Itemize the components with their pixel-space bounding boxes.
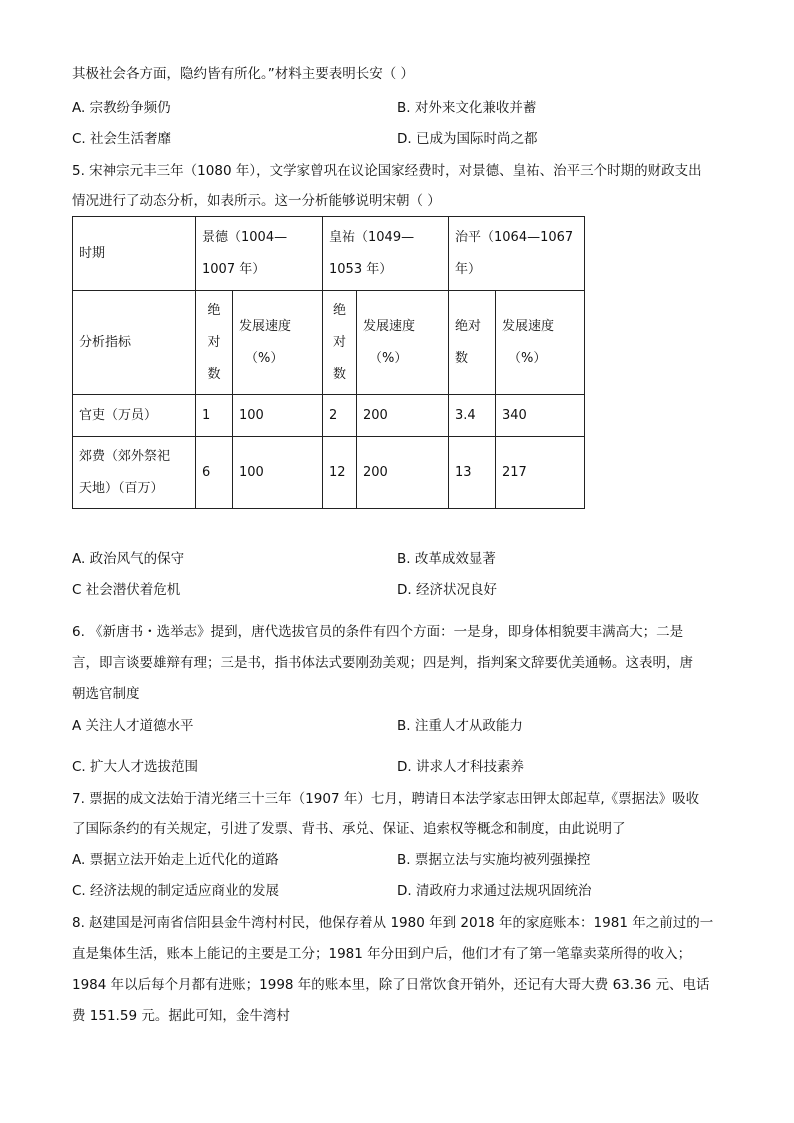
row-label-officials: 官吏（万员） bbox=[73, 395, 196, 437]
q5-option-d[interactable]: D. 经济状况良好 bbox=[397, 582, 497, 598]
speed-unit: （%） bbox=[508, 350, 547, 366]
q4-option-a[interactable]: A. 宗教纷争频仍 bbox=[72, 100, 171, 116]
q8-stem-line2: 直是集体生活，账本上能记的主要是工分；1981 年分田到户后，他们才有了第一笔靠卖菜所得的收入； bbox=[72, 946, 692, 962]
table-cell: 2 bbox=[323, 395, 357, 437]
row-label-line1: 郊费（郊外祭祀 bbox=[79, 448, 171, 464]
abs-label-char: 数 bbox=[207, 366, 221, 382]
table-row-sacrifice bbox=[73, 437, 585, 509]
q4-option-c[interactable]: C. 社会生活奢靡 bbox=[72, 131, 172, 147]
q7-option-b[interactable]: B. 票据立法与实施均被列强操控 bbox=[397, 852, 591, 868]
q5-option-a[interactable]: A. 政治风气的保守 bbox=[72, 551, 185, 567]
period-label-cell bbox=[73, 217, 196, 291]
indicator-label-cell bbox=[73, 291, 196, 395]
q5-expenditure-table bbox=[72, 216, 585, 509]
speed-label: 发展速度 bbox=[502, 318, 555, 334]
period-jingde-line1: 景德（1004— bbox=[202, 229, 288, 245]
table-row-officials bbox=[73, 395, 585, 437]
q5-stem-line2: 情况进行了动态分析，如表所示。这一分析能够说明宋朝（ ） bbox=[72, 193, 441, 209]
speed-label-cell-3 bbox=[496, 291, 585, 395]
abs-label-cell-2 bbox=[323, 291, 357, 395]
q4-option-b[interactable]: B. 对外来文化兼收并蓄 bbox=[397, 100, 537, 116]
table-cell: 1 bbox=[196, 395, 233, 437]
row-label-sacrifice bbox=[73, 437, 196, 509]
table-subheader-row bbox=[73, 291, 585, 395]
q5-option-c[interactable]: C 社会潜伏着危机 bbox=[72, 582, 181, 598]
abs-label-char: 数 bbox=[332, 366, 346, 382]
q6-option-d[interactable]: D. 讲求人才科技素养 bbox=[397, 759, 524, 775]
q7-option-c[interactable]: C. 经济法规的制定适应商业的发展 bbox=[72, 883, 280, 899]
table-cell: 6 bbox=[196, 437, 233, 509]
q8-stem-line4: 费 151.59 元。据此可知，金牛湾村 bbox=[72, 1008, 290, 1024]
table-cell: 340 bbox=[496, 395, 585, 437]
table-cell: 100 bbox=[233, 395, 323, 437]
period-huangyou-line2: 1053 年） bbox=[329, 261, 393, 277]
row-label-line2: 天地）（百万） bbox=[79, 480, 164, 496]
q6-option-b[interactable]: B. 注重人才从政能力 bbox=[397, 718, 523, 734]
speed-label: 发展速度 bbox=[363, 318, 416, 334]
q6-option-c[interactable]: C. 扩大人才选拔范围 bbox=[72, 759, 199, 775]
table-cell: 100 bbox=[233, 437, 323, 509]
speed-label: 发展速度 bbox=[239, 318, 292, 334]
table-cell: 3.4 bbox=[449, 395, 496, 437]
q6-option-a[interactable]: A 关注人才道德水平 bbox=[72, 718, 194, 734]
abs-label-char: 对 bbox=[332, 334, 346, 350]
q7-option-a[interactable]: A. 票据立法开始走上近代化的道路 bbox=[72, 852, 279, 868]
table-header-row bbox=[73, 217, 585, 291]
q7-option-d[interactable]: D. 清政府力求通过法规巩固统治 bbox=[397, 883, 592, 899]
period-jingde-line2: 1007 年） bbox=[202, 261, 266, 277]
indicator-label: 分析指标 bbox=[79, 334, 132, 350]
speed-unit: （%） bbox=[369, 350, 408, 366]
abs-label-char: 绝 bbox=[332, 302, 346, 318]
q4-option-d[interactable]: D. 已成为国际时尚之都 bbox=[397, 131, 538, 147]
table-cell: 13 bbox=[449, 437, 496, 509]
table-cell: 12 bbox=[323, 437, 357, 509]
period-huangyou-cell bbox=[323, 217, 449, 291]
abs-label-char: 对 bbox=[207, 334, 221, 350]
table-cell: 217 bbox=[496, 437, 585, 509]
abs-label-inline-2: 数 bbox=[455, 350, 469, 366]
speed-unit: （%） bbox=[245, 350, 284, 366]
q7-stem-line2: 了国际条约的有关规定，引进了发票、背书、承兑、保证、追索权等概念和制度，由此说明了 bbox=[72, 821, 626, 837]
q6-stem-line1: 6. 《新唐书・选举志》提到，唐代选拔官员的条件有四个方面：一是身，即身体相貌要丰满高大；二是 bbox=[72, 624, 684, 640]
table-cell: 200 bbox=[357, 437, 449, 509]
period-zhiping-cell bbox=[449, 217, 585, 291]
abs-label-cell-3 bbox=[449, 291, 496, 395]
q5-stem-line1: 5. 宋神宗元丰三年（1080 年），文学家曾巩在议论国家经费时，对景德、皇祐、治平三个时期的财政支出 bbox=[72, 163, 702, 179]
period-jingde-cell bbox=[196, 217, 323, 291]
abs-label-cell-1 bbox=[196, 291, 233, 395]
table-cell: 200 bbox=[357, 395, 449, 437]
abs-label-inline-1: 绝对 bbox=[455, 318, 482, 334]
period-huangyou-line1: 皇祐（1049— bbox=[329, 229, 415, 245]
period-zhiping-line2: 年） bbox=[455, 261, 482, 277]
q6-stem-line2: 言，即言谈要雄辩有理；三是书，指书体法式要刚劲美观；四是判，指判案文辞要优美通畅。这表明，唐 bbox=[72, 655, 693, 671]
q8-stem-line3: 1984 年以后每个月都有进账；1998 年的账本里，除了日常饮食开销外，还记有大哥大费 63.36 元、电话 bbox=[72, 977, 710, 993]
q7-stem-line1: 7. 票据的成文法始于清光绪三十三年（1907 年）七月，聘请日本法学家志田钾太郎起草,《票据法》吸收 bbox=[72, 791, 700, 807]
q5-option-b[interactable]: B. 改革成效显著 bbox=[397, 551, 496, 567]
q8-stem-line1: 8. 赵建国是河南省信阳县金牛湾村村民，他保存着从 1980 年到 2018 年的家庭账本：1981 年之前过的一 bbox=[72, 915, 714, 931]
period-zhiping-line1: 治平（1064—1067 bbox=[455, 229, 574, 245]
speed-label-cell-1 bbox=[233, 291, 323, 395]
q4-stem-tail: 其极社会各方面，隐约皆有所化。”材料主要表明长安（ ） bbox=[72, 66, 415, 82]
abs-label-char: 绝 bbox=[207, 302, 221, 318]
q6-stem-line3: 朝选官制度 bbox=[72, 686, 140, 702]
period-label: 时期 bbox=[79, 245, 106, 261]
speed-label-cell-2 bbox=[357, 291, 449, 395]
